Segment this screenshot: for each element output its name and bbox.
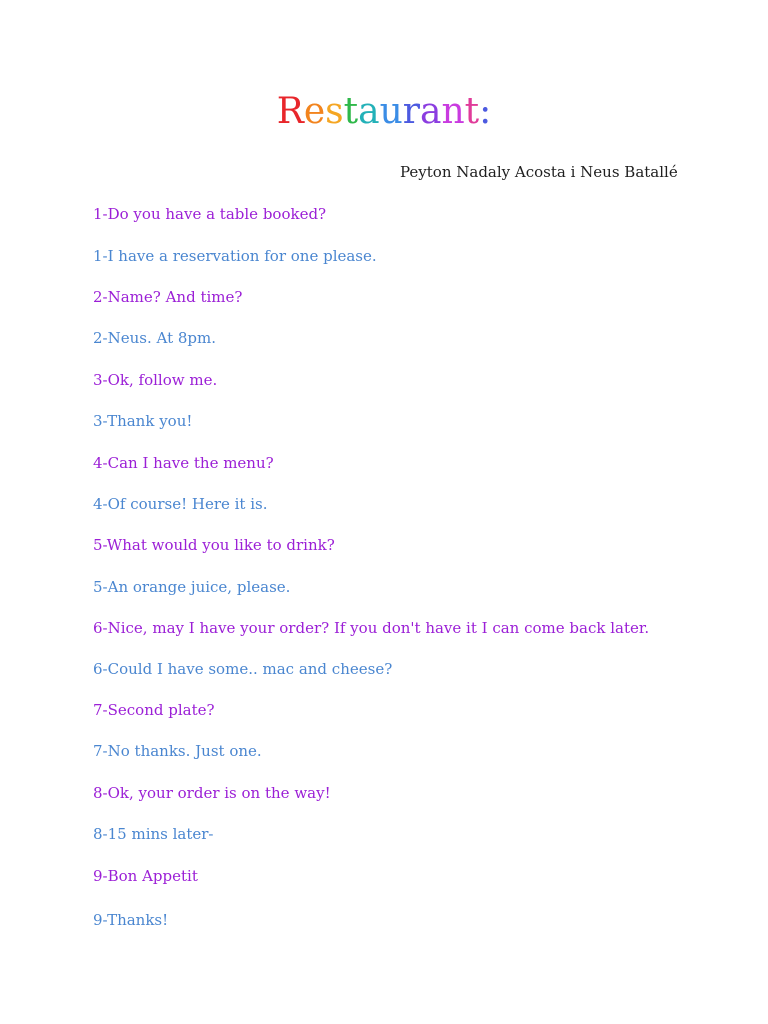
dialogue-line-10: 5-An orange juice, please. xyxy=(93,578,291,596)
dialogue-line-6: 3-Thank you! xyxy=(93,412,193,430)
dialogue-line-18: 9-Thanks! xyxy=(93,911,169,929)
dialogue-line-14: 7-No thanks. Just one. xyxy=(93,742,262,760)
dialogue-line-8: 4-Of course! Here it is. xyxy=(93,495,268,513)
title-letter: n xyxy=(441,91,465,132)
title-letter: a xyxy=(419,91,442,132)
title-letter: t xyxy=(464,91,480,132)
dialogue-line-12: 6-Could I have some.. mac and cheese? xyxy=(93,660,393,678)
dialogue-line-15: 8-Ok, your order is on the way! xyxy=(93,784,331,802)
authors-line: Peyton Nadaly Acosta i Neus Batallé xyxy=(400,163,678,181)
dialogue-line-4: 2-Neus. At 8pm. xyxy=(93,329,217,347)
dialogue-line-2: 1-I have a reservation for one please. xyxy=(93,247,377,265)
title-letter: R xyxy=(276,91,304,132)
dialogue-line-7: 4-Can I have the menu? xyxy=(93,454,274,472)
title-letter: t xyxy=(343,91,359,132)
title-letter: e xyxy=(303,91,326,132)
page-title xyxy=(0,88,768,136)
dialogue-line-9: 5-What would you like to drink? xyxy=(93,536,335,554)
title-letter: a xyxy=(358,91,380,132)
dialogue-line-11: 6-Nice, may I have your order? If you don't have it I can come back later. xyxy=(93,619,650,637)
dialogue-line-16: 8-15 mins later- xyxy=(93,825,214,843)
dialogue-line-3: 2-Name? And time? xyxy=(93,288,243,306)
dialogue-line-1: 1-Do you have a table booked? xyxy=(93,205,327,223)
dialogue-line-13: 7-Second plate? xyxy=(93,701,215,719)
dialogue-line-5: 3-Ok, follow me. xyxy=(93,371,218,389)
title-letter: r xyxy=(402,91,420,132)
title-letter: u xyxy=(379,91,403,132)
dialogue-line-17: 9-Bon Appetit xyxy=(93,867,198,885)
title-letter: s xyxy=(325,91,344,132)
title-letter: : xyxy=(479,91,492,132)
